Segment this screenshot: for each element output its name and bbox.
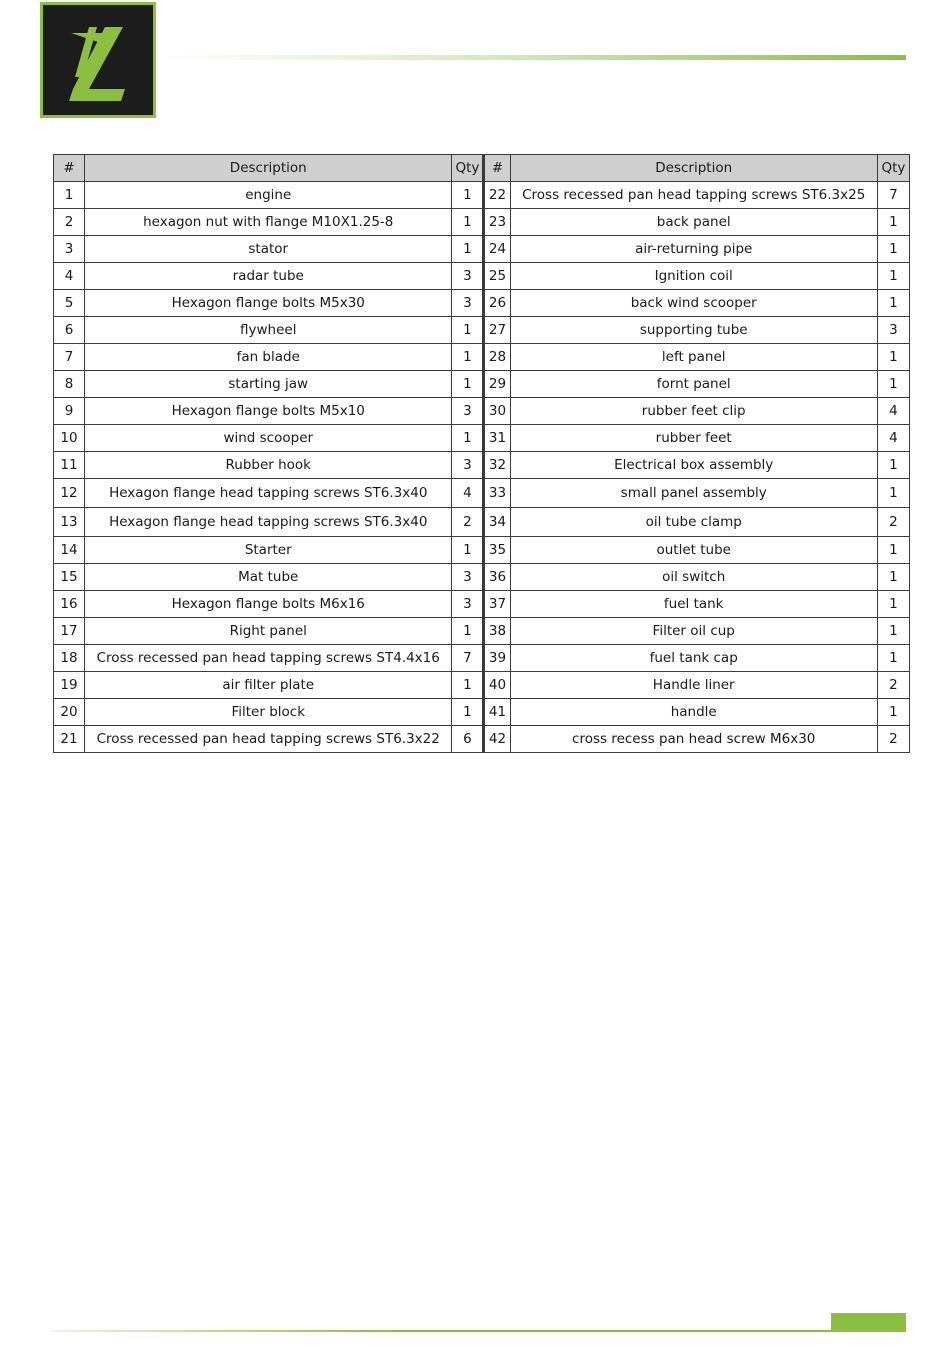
cell-qty: 3 [452, 452, 484, 479]
table-row [54, 371, 910, 398]
cell-num: 22 [484, 182, 510, 209]
cell-num: 28 [484, 344, 510, 371]
cell-description: Filter block [85, 699, 452, 726]
cell-qty: 1 [877, 344, 909, 371]
cell-num: 24 [484, 236, 510, 263]
cell-num: 33 [484, 479, 510, 508]
cell-description: back wind scooper [510, 290, 877, 317]
header-qty: Qty [452, 155, 484, 182]
cell-num: 7 [54, 344, 85, 371]
table-row [54, 344, 910, 371]
cell-num: 39 [484, 645, 510, 672]
cell-qty: 2 [452, 508, 484, 537]
cell-num: 34 [484, 508, 510, 537]
cell-num: 17 [54, 618, 85, 645]
cell-description: rubber feet [510, 425, 877, 452]
cell-num: 10 [54, 425, 85, 452]
cell-description: radar tube [85, 263, 452, 290]
cell-num: 16 [54, 591, 85, 618]
cell-num: 31 [484, 425, 510, 452]
cell-qty: 1 [877, 564, 909, 591]
header-description: Description [85, 155, 452, 182]
cell-num: 5 [54, 290, 85, 317]
cell-num: 27 [484, 317, 510, 344]
cell-qty: 2 [877, 672, 909, 699]
table-row [54, 537, 910, 564]
cell-description: Mat tube [85, 564, 452, 591]
table-row [54, 564, 910, 591]
table-row [54, 645, 910, 672]
cell-qty: 3 [452, 591, 484, 618]
cell-description: Ignition coil [510, 263, 877, 290]
table-row [54, 672, 910, 699]
cell-num: 3 [54, 236, 85, 263]
cell-num: 32 [484, 452, 510, 479]
cell-description: oil tube clamp [510, 508, 877, 537]
cell-qty: 1 [877, 371, 909, 398]
cell-qty: 7 [877, 182, 909, 209]
cell-qty: 3 [452, 290, 484, 317]
header-rule [160, 55, 906, 60]
cell-description: Cross recessed pan head tapping screws ST6.3x25 [510, 182, 877, 209]
cell-num: 38 [484, 618, 510, 645]
cell-num: 15 [54, 564, 85, 591]
cell-qty: 1 [452, 344, 484, 371]
table-row [54, 479, 910, 508]
table-row [54, 263, 910, 290]
cell-num: 23 [484, 209, 510, 236]
cell-description: outlet tube [510, 537, 877, 564]
header-description: Description [510, 155, 877, 182]
cell-description: rubber feet clip [510, 398, 877, 425]
cell-qty: 1 [877, 236, 909, 263]
cell-qty: 1 [877, 645, 909, 672]
cell-description: stator [85, 236, 452, 263]
cell-qty: 1 [877, 699, 909, 726]
table-row [54, 618, 910, 645]
cell-description: air-returning pipe [510, 236, 877, 263]
table-row [54, 317, 910, 344]
table-row [54, 726, 910, 753]
cell-num: 11 [54, 452, 85, 479]
table-row [54, 425, 910, 452]
table-row [54, 209, 910, 236]
cell-description: fan blade [85, 344, 452, 371]
cell-qty: 4 [452, 479, 484, 508]
cell-description: handle [510, 699, 877, 726]
cell-description: Hexagon flange bolts M5x30 [85, 290, 452, 317]
cell-description: Hexagon flange head tapping screws ST6.3x40 [85, 479, 452, 508]
cell-num: 14 [54, 537, 85, 564]
cell-num: 21 [54, 726, 85, 753]
cell-num: 1 [54, 182, 85, 209]
cell-description: starting jaw [85, 371, 452, 398]
header-num: # [54, 155, 85, 182]
z-logo-icon [40, 2, 156, 118]
parts-table [53, 154, 910, 753]
cell-description: supporting tube [510, 317, 877, 344]
cell-description: fornt panel [510, 371, 877, 398]
table-row [54, 290, 910, 317]
table-row [54, 182, 910, 209]
cell-qty: 1 [452, 371, 484, 398]
cell-qty: 1 [452, 182, 484, 209]
cell-qty: 1 [877, 618, 909, 645]
cell-description: Filter oil cup [510, 618, 877, 645]
cell-description: Hexagon flange head tapping screws ST6.3x40 [85, 508, 452, 537]
cell-description: Rubber hook [85, 452, 452, 479]
cell-description: oil switch [510, 564, 877, 591]
cell-description: left panel [510, 344, 877, 371]
header-num: # [484, 155, 510, 182]
cell-qty: 1 [452, 236, 484, 263]
cell-qty: 1 [452, 317, 484, 344]
cell-num: 26 [484, 290, 510, 317]
table-row [54, 591, 910, 618]
cell-description: flywheel [85, 317, 452, 344]
cell-num: 12 [54, 479, 85, 508]
cell-num: 41 [484, 699, 510, 726]
z-logo-mark [43, 5, 153, 115]
cell-qty: 1 [452, 672, 484, 699]
cell-description: wind scooper [85, 425, 452, 452]
cell-qty: 3 [452, 398, 484, 425]
cell-num: 9 [54, 398, 85, 425]
table-row [54, 508, 910, 537]
cell-description: Electrical box assembly [510, 452, 877, 479]
cell-qty: 1 [877, 452, 909, 479]
cell-num: 13 [54, 508, 85, 537]
cell-qty: 1 [452, 699, 484, 726]
cell-description: Hexagon flange bolts M6x16 [85, 591, 452, 618]
cell-description: hexagon nut with flange M10X1.25-8 [85, 209, 452, 236]
table-row [54, 398, 910, 425]
cell-qty: 1 [877, 537, 909, 564]
cell-num: 29 [484, 371, 510, 398]
cell-num: 30 [484, 398, 510, 425]
table-row [54, 699, 910, 726]
cell-description: Cross recessed pan head tapping screws ST6.3x22 [85, 726, 452, 753]
cell-num: 4 [54, 263, 85, 290]
footer-accent-block [831, 1313, 906, 1332]
table-header-row [54, 155, 910, 182]
cell-description: back panel [510, 209, 877, 236]
cell-qty: 1 [452, 618, 484, 645]
cell-qty: 1 [452, 537, 484, 564]
table-row [54, 236, 910, 263]
cell-qty: 1 [877, 290, 909, 317]
cell-description: Cross recessed pan head tapping screws ST4.4x16 [85, 645, 452, 672]
cell-description: small panel assembly [510, 479, 877, 508]
cell-qty: 1 [877, 479, 909, 508]
cell-num: 2 [54, 209, 85, 236]
cell-qty: 1 [452, 209, 484, 236]
header-qty: Qty [877, 155, 909, 182]
cell-description: Starter [85, 537, 452, 564]
cell-num: 8 [54, 371, 85, 398]
cell-num: 37 [484, 591, 510, 618]
cell-qty: 3 [452, 263, 484, 290]
cell-qty: 2 [877, 726, 909, 753]
cell-num: 25 [484, 263, 510, 290]
cell-num: 18 [54, 645, 85, 672]
cell-qty: 1 [877, 263, 909, 290]
cell-description: fuel tank [510, 591, 877, 618]
cell-qty: 1 [877, 209, 909, 236]
table-row [54, 452, 910, 479]
cell-qty: 2 [877, 508, 909, 537]
cell-description: air filter plate [85, 672, 452, 699]
cell-description: engine [85, 182, 452, 209]
cell-description: Hexagon flange bolts M5x10 [85, 398, 452, 425]
cell-num: 20 [54, 699, 85, 726]
cell-description: fuel tank cap [510, 645, 877, 672]
cell-qty: 7 [452, 645, 484, 672]
cell-num: 42 [484, 726, 510, 753]
cell-num: 40 [484, 672, 510, 699]
cell-qty: 3 [452, 564, 484, 591]
cell-num: 6 [54, 317, 85, 344]
cell-qty: 6 [452, 726, 484, 753]
cell-num: 35 [484, 537, 510, 564]
cell-num: 19 [54, 672, 85, 699]
cell-qty: 4 [877, 425, 909, 452]
footer-rule [50, 1330, 906, 1332]
parts-table-body [54, 182, 910, 753]
cell-qty: 3 [877, 317, 909, 344]
cell-qty: 4 [877, 398, 909, 425]
cell-description: Right panel [85, 618, 452, 645]
cell-qty: 1 [452, 425, 484, 452]
cell-qty: 1 [877, 591, 909, 618]
cell-description: Handle liner [510, 672, 877, 699]
cell-num: 36 [484, 564, 510, 591]
cell-description: cross recess pan head screw M6x30 [510, 726, 877, 753]
